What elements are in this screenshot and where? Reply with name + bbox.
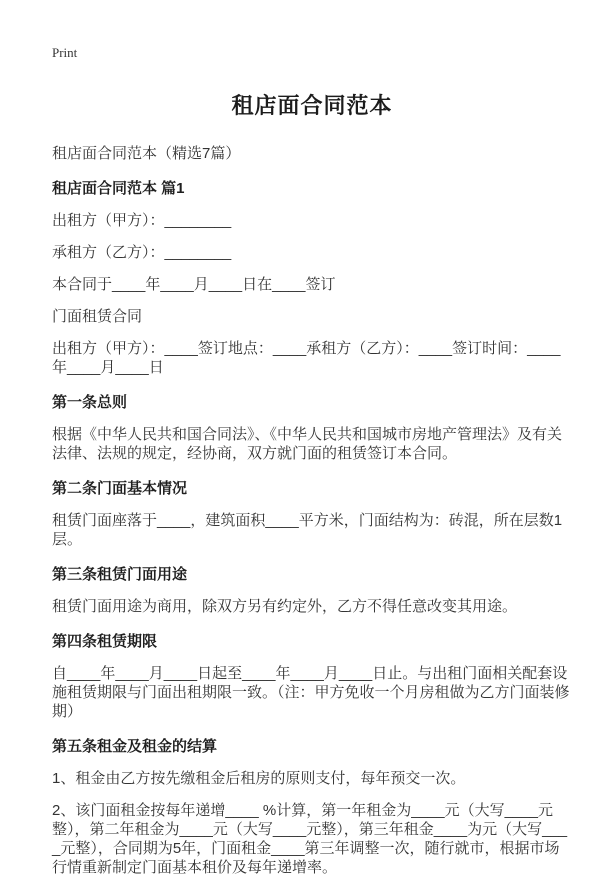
paragraph-article5-item2: 2、该门面租金按每年递增____ %计算，第一年租金为____元（大写____元整），第二年租金为____元（大写____元整），第三年租金____为元（大写____元整），合同期为5年，门面租金____第三年调整一次，随行就市，根据市场行情重新制定门面基本租价及每年递增率。 xyxy=(52,802,568,876)
paragraph-article3-body: 租赁门面用途为商用，除双方另有约定外，乙方不得任意改变其用途。 xyxy=(52,598,518,615)
paragraph-sign-date: 本合同于____年____月____日在____签订 xyxy=(52,276,336,293)
section-heading-article4: 第四条租赁期限 xyxy=(52,633,158,650)
section-heading-part1: 租店面合同范本 篇1 xyxy=(52,180,185,197)
document-subtitle: 租店面合同范本（精选7篇） xyxy=(52,145,241,162)
paragraph-article2-body: 租赁门面座落于____，建筑面积____平方米，门面结构为：砖混，所在层数1层。 xyxy=(52,512,563,548)
section-heading-article3: 第三条租赁门面用途 xyxy=(52,566,188,583)
paragraph-lessor: 出租方（甲方）：________ xyxy=(52,212,232,229)
paragraph-contract-name: 门面租赁合同 xyxy=(52,308,143,325)
paragraph-parties-signing-info: 出租方（甲方）：____签订地点：____承租方（乙方）：____签订时间：____年____月____日 xyxy=(52,340,561,376)
section-heading-article1: 第一条总则 xyxy=(52,394,128,411)
paragraph-lessee: 承租方（乙方）：________ xyxy=(52,244,232,261)
paragraph-article1-body: 根据《中华人民共和国合同法》、《中华人民共和国城市房地产管理法》及有关法律、法规的规定，经协商，双方就门面的租赁签订本合同。 xyxy=(52,426,563,462)
section-heading-article5: 第五条租金及租金的结算 xyxy=(52,738,218,755)
page-title: 租店面合同范本 xyxy=(231,93,393,118)
paragraph-article4-body: 自____年____月____日起至____年____月____日止。与出租门面相关配套设施租赁期限与门面出租期限一致。（注：甲方免收一个月房租做为乙方门面装修期） xyxy=(52,665,570,720)
print-link[interactable]: Print xyxy=(52,45,78,60)
section-heading-article2: 第二条门面基本情况 xyxy=(52,480,188,497)
paragraph-article5-item1: 1、租金由乙方按先缴租金后租房的原则支付，每年预交一次。 xyxy=(52,770,466,787)
